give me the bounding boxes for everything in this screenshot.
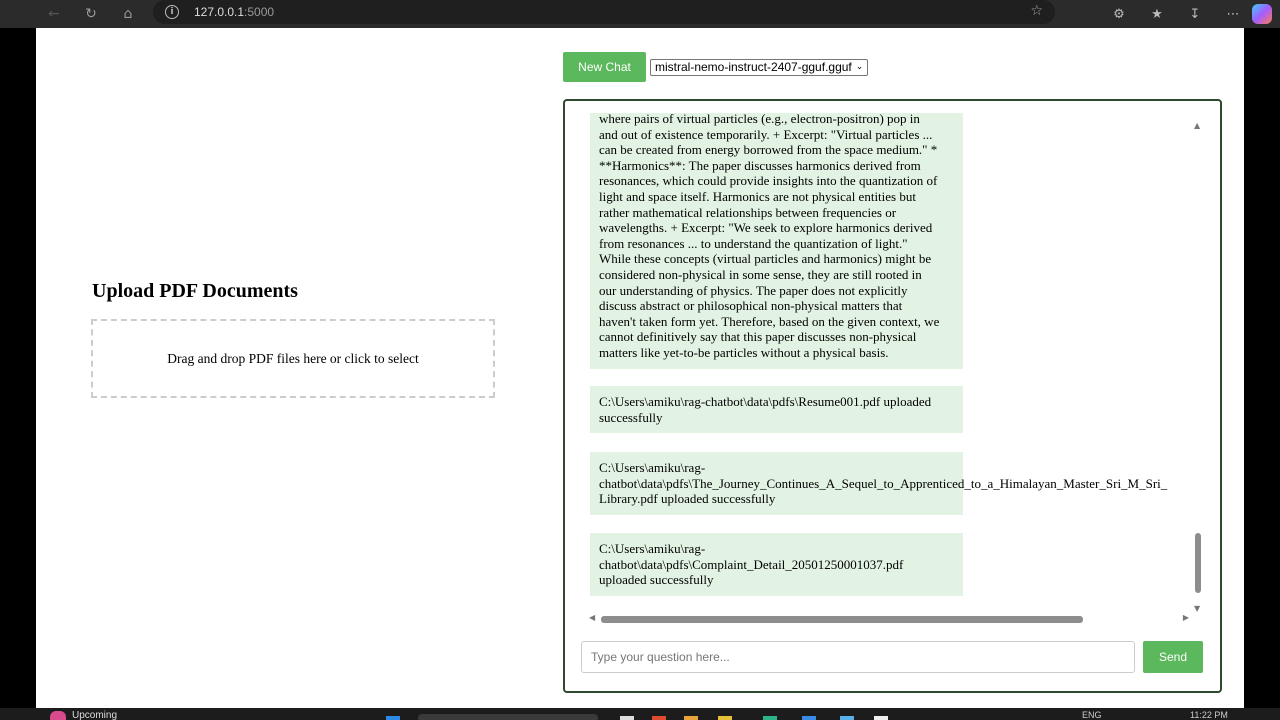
taskbar-search[interactable]	[418, 714, 598, 720]
message-line: successfully	[599, 409, 663, 425]
browser-tools	[1100, 0, 1280, 28]
taskbar-app-icon[interactable]	[718, 716, 732, 720]
horizontal-scroll-thumb[interactable]	[601, 616, 1083, 623]
message-line: can be created from energy borrowed from the space medium." *	[599, 142, 938, 158]
message-line: matters like yet-to-be particles without a physical basis.	[599, 344, 889, 360]
message-line: our understanding of physics. The paper does not explicitly	[599, 282, 908, 298]
message-line: haven't taken form yet. Therefore, based on the given context, we	[599, 313, 940, 329]
home-icon[interactable]: ⌂	[123, 6, 133, 22]
message-line: wavelengths. + Excerpt: "We seek to explore harmonics derived	[599, 220, 933, 236]
message-bubble	[590, 452, 1168, 515]
message-line: light and space itself. Harmonics are not physical entities but	[599, 188, 916, 204]
taskbar-app-icon[interactable]	[763, 716, 777, 720]
page	[36, 28, 1244, 708]
message-line: chatbot\data\pdfs\Complaint_Detail_20501250001037.pdf	[599, 556, 904, 572]
message-line: **Harmonics**: The paper discusses harmonics derived from	[599, 157, 921, 173]
taskbar-app-icon[interactable]	[684, 716, 698, 720]
pdf-dropzone[interactable]	[91, 319, 495, 398]
message-line: uploaded successfully	[599, 572, 714, 588]
taskbar-app-icon[interactable]	[802, 716, 816, 720]
weather-icon[interactable]	[50, 711, 66, 720]
message-line: Library.pdf uploaded successfully	[599, 491, 776, 507]
language-indicator[interactable]: ENG	[1082, 710, 1102, 720]
taskbar	[0, 708, 1280, 720]
favorites-icon[interactable]: ★	[1151, 6, 1163, 22]
vertical-scroll-thumb[interactable]	[1195, 533, 1201, 593]
horizontal-scrollbar[interactable]	[589, 613, 1189, 625]
question-input[interactable]	[581, 641, 1135, 673]
message-line: C:\Users\amiku\rag-chatbot\data\pdfs\Resume001.pdf uploaded	[599, 394, 932, 409]
scroll-up-icon[interactable]: ▲	[1194, 121, 1201, 130]
taskbar-app-icon[interactable]	[652, 716, 666, 720]
model-select[interactable]	[650, 59, 868, 76]
taskbar-app-icon[interactable]	[840, 716, 854, 720]
chat-input-row	[581, 641, 1204, 675]
scroll-right-icon[interactable]: ▶	[1182, 613, 1189, 622]
dropzone-text: Drag and drop PDF files here or click to select	[167, 350, 419, 366]
message-line: rather mathematical relationships between frequencies or	[599, 204, 897, 220]
extensions-icon[interactable]: ⚙	[1113, 6, 1125, 22]
taskbar-app-icon[interactable]	[620, 716, 634, 720]
message-line: cannot definitively say that this paper discusses non-physical	[599, 329, 917, 345]
message-line: where pairs of virtual particles (e.g., electron-positron) pop in	[599, 113, 920, 126]
message-line: chatbot\data\pdfs\The_Journey_Continues_A_Sequel_to_Apprenticed_to_a_Himalayan_Master_Sri_M_Sri_	[599, 475, 1168, 491]
message-line: from resonances ... to understand the quantization of light."	[599, 235, 908, 251]
star-icon[interactable]: ☆	[1030, 3, 1043, 19]
url-host: 127.0.0.1	[194, 5, 245, 19]
message-line: considered non-physical in some sense, they are still rooted in	[599, 266, 922, 282]
address-url	[194, 5, 274, 19]
message-line: and out of existence temporarily. + Excerpt: "Virtual particles ...	[599, 126, 933, 142]
start-icon[interactable]	[386, 716, 400, 720]
message-bubble	[590, 533, 963, 596]
address-bar[interactable]	[153, 0, 1055, 24]
upload-title: Upload PDF Documents	[92, 280, 298, 302]
vertical-scrollbar[interactable]	[1192, 121, 1204, 613]
message-line: C:\Users\amiku\rag-	[599, 541, 706, 556]
chat-box	[563, 99, 1222, 693]
info-icon[interactable]: i	[165, 5, 179, 19]
refresh-icon[interactable]: ↻	[85, 6, 97, 22]
message-line: resonances, which could provide insights into the quantization of	[599, 173, 938, 189]
chevron-down-icon: ⌄	[855, 62, 864, 72]
new-chat-button[interactable]: New Chat	[563, 52, 646, 82]
message-line: While these concepts (virtual particles and harmonics) might be	[599, 251, 932, 267]
message-bubble	[590, 386, 963, 433]
more-icon[interactable]: ⋯	[1226, 6, 1240, 22]
weather-text: Upcoming	[72, 710, 118, 720]
browser-toolbar	[0, 0, 1280, 28]
downloads-icon[interactable]: ↧	[1189, 6, 1201, 22]
scroll-down-icon[interactable]: ▼	[1194, 604, 1201, 613]
chat-messages[interactable]	[565, 113, 1192, 615]
url-port: :5000	[244, 5, 275, 19]
send-button[interactable]: Send	[1143, 641, 1203, 673]
message-line: C:\Users\amiku\rag-	[599, 460, 706, 475]
scroll-left-icon[interactable]: ◀	[589, 613, 596, 622]
model-selected-value: mistral-nemo-instruct-2407-gguf.gguf	[655, 60, 852, 74]
message-bubble	[590, 113, 963, 369]
clock[interactable]: 11:22 PM	[1190, 710, 1228, 720]
chat-controls	[563, 52, 868, 82]
back-icon[interactable]: ←	[48, 6, 60, 22]
copilot-icon[interactable]	[1252, 4, 1272, 24]
taskbar-app-icon[interactable]	[874, 716, 888, 720]
message-line: discuss abstract or philosophical non-physical matters that	[599, 298, 903, 314]
